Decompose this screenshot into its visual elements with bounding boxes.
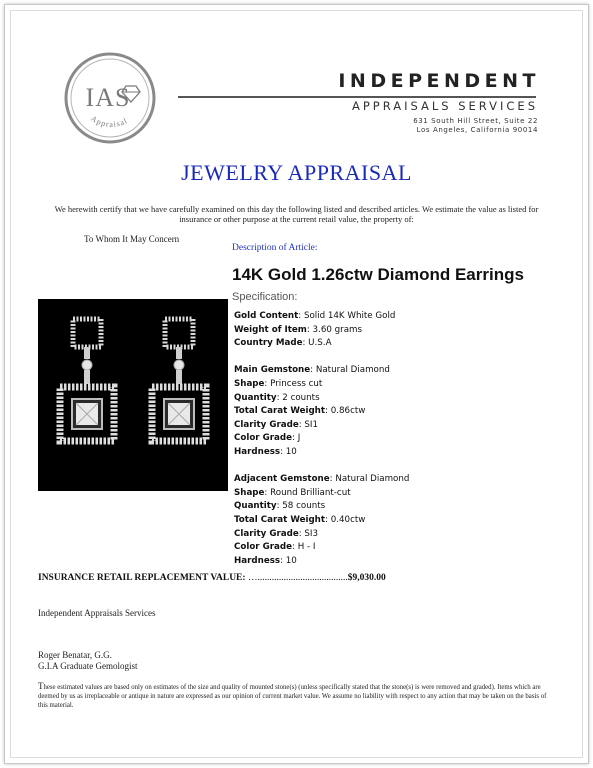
address-line-1: 631 South Hill Street, Suite 22: [413, 117, 538, 125]
header-rule: [178, 96, 536, 98]
spec-main-carat-weight: Total Carat Weight: 0.86ctw: [234, 406, 366, 417]
logo-ring-text: Appraisal: [89, 113, 130, 129]
company-address: [300, 117, 538, 135]
disclaimer-text: hese estimated values are based only on estimates of the size and quality of mounted stone(s) (unless specifically stated that the stone(s) is were removed and graded). Items which are deemed by us as irreplaceable or antique in nature are expressed as our opinion of current market value. We assume no liability with respect to any action that may be taken on the basis of this material.: [38, 684, 547, 709]
recipient: To Whom It May Concern: [84, 234, 180, 244]
logo-letters: IAS: [85, 83, 131, 112]
footer-company: Independent Appraisals Services: [38, 608, 156, 618]
ias-logo: [64, 52, 156, 144]
spec-country: Country Made: U.S.A: [234, 338, 332, 349]
insurance-value-label: INSURANCE RETAIL REPLACEMENT VALUE:: [38, 573, 246, 583]
company-name: INDEPENDENT: [338, 70, 540, 92]
spec-gold-content: Gold Content: Solid 14K White Gold: [234, 311, 396, 321]
insurance-value-amount: $9,030.00: [347, 573, 386, 583]
signer-title: G.I.A Graduate Gemologist: [38, 661, 138, 671]
spec-adjacent-hardness: Hardness: 10: [234, 555, 297, 566]
description-label: Description of Article:: [232, 243, 318, 253]
spec-main-hardness: Hardness: 10: [234, 446, 297, 457]
spec-adjacent-color: Color Grade: H - I: [234, 542, 316, 553]
spec-main-shape: Shape: Princess cut: [234, 378, 323, 389]
address-line-2: Los Angeles, California 90014: [416, 126, 538, 134]
disclaimer: [38, 682, 553, 710]
spec-gap: [234, 460, 534, 474]
certification-text: We herewith certify that we have carefully examined on this day the following listed and described articles. We estimate the value as listed for insurance or other purpose at the current retail value, the property of:: [54, 204, 539, 224]
signer-name: Roger Benatar, G.G.: [38, 650, 112, 660]
specifications-list: [234, 310, 534, 568]
spec-main-color: Color Grade: J: [234, 433, 301, 444]
spec-adjacent-carat-weight: Total Carat Weight: 0.40ctw: [234, 514, 366, 525]
spec-main-gemstone: Main Gemstone: Natural Diamond: [234, 365, 390, 376]
spec-gap: [234, 351, 534, 365]
item-title: 14K Gold 1.26ctw Diamond Earrings: [232, 265, 524, 284]
insurance-value: [38, 573, 386, 583]
spec-weight: Weight of Item: 3.60 grams: [234, 324, 363, 335]
spec-adjacent-clarity: Clarity Grade: SI3: [234, 528, 319, 539]
company-subtitle: APPRAISALS SERVICES: [351, 99, 538, 113]
disclaimer-initial: T: [38, 681, 44, 691]
spec-main-clarity: Clarity Grade: SI1: [234, 419, 319, 430]
spec-main-quantity: Quantity: 2 counts: [234, 392, 320, 403]
spec-adjacent-quantity: Quantity: 58 counts: [234, 501, 326, 512]
earrings-photo: [38, 299, 228, 491]
spec-adjacent-shape: Shape: Round Brilliant-cut: [234, 487, 351, 498]
insurance-value-dots: …......................................: [247, 573, 348, 583]
spec-adjacent-gemstone: Adjacent Gemstone: Natural Diamond: [234, 474, 410, 485]
signer-block: [38, 650, 137, 672]
specification-label: Specification:: [232, 291, 298, 303]
document-title: JEWELRY APPRAISAL: [181, 160, 412, 185]
